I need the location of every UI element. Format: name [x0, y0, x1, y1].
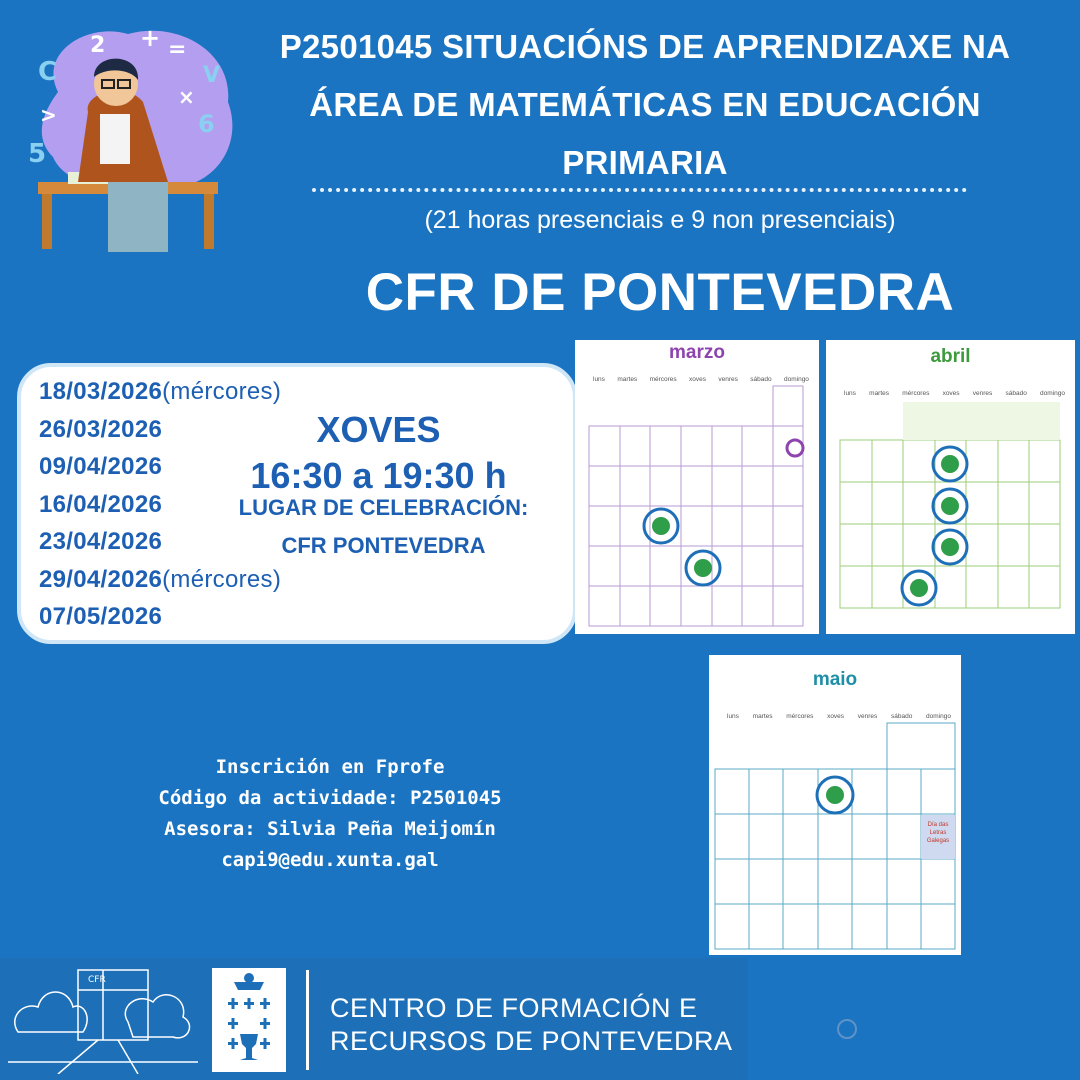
date-value: 26/03/2026	[39, 415, 163, 443]
course-title-line: P2501045 SITUACIÓNS DE APRENDIZAXE NA	[279, 28, 1011, 65]
date-item	[39, 373, 281, 411]
place-label: LUGAR DE CELEBRACIÓN:	[238, 495, 529, 520]
svg-text:+: +	[140, 24, 161, 52]
weekday-label: sábado	[1005, 390, 1027, 397]
decorative-ring	[837, 1019, 857, 1039]
building-illustration	[8, 962, 198, 1074]
date-note: (mércores)	[162, 565, 282, 593]
center-heading: CFR DE PONTEVEDRA	[365, 263, 955, 322]
activity-code-line: Código da actividade: P2501045	[158, 787, 502, 809]
weekday-label: luns	[593, 376, 605, 383]
date-note: (mércores)	[162, 378, 282, 405]
weekday-label: domingo	[783, 376, 809, 383]
date-value: 16/04/2026	[39, 490, 163, 518]
course-title	[215, 18, 1075, 192]
weekday-label: XOVES	[316, 409, 441, 450]
course-title-line: ÁREA DE MATEMÁTICAS EN EDUCACIÓN	[309, 86, 981, 123]
weekday-label: martes	[617, 376, 638, 383]
weekday-label: venres	[972, 390, 993, 397]
place-value: CFR PONTEVEDRA	[281, 533, 486, 558]
organization-name-line: CENTRO DE FORMACIÓN E	[330, 993, 698, 1023]
weekday-label: xoves	[827, 713, 845, 720]
calendar-grid	[826, 340, 1075, 634]
date-item	[39, 561, 281, 599]
calendar-maio	[709, 655, 961, 955]
email-line: capi9@edu.xunta.gal	[221, 849, 439, 871]
building-sign: CFR	[88, 975, 106, 985]
weekday-label: domingo	[1040, 390, 1065, 397]
calendar-month-title: marzo	[669, 342, 725, 363]
weekday-label: mércores	[902, 390, 930, 397]
weekday-label: luns	[844, 390, 856, 397]
date-value: 09/04/2026	[39, 453, 163, 480]
svg-text:×: ×	[178, 85, 195, 109]
session-time: 16:30 a 19:30 h	[250, 455, 507, 496]
svg-text:C: C	[38, 57, 58, 87]
dotted-divider	[312, 188, 967, 192]
advisor-line: Asesora: Silvia Peña Meijomín	[164, 818, 496, 840]
weekday-label: martes	[869, 390, 890, 397]
svg-text:V: V	[203, 63, 221, 88]
weekday-label: domingo	[926, 713, 951, 720]
weekday-label: venres	[857, 713, 878, 720]
date-value: 18/03/2026	[39, 378, 163, 405]
teacher-illustration	[28, 22, 238, 254]
organization-name-line: RECURSOS DE PONTEVEDRA	[330, 1026, 733, 1056]
svg-text:=: =	[168, 37, 187, 62]
calendar-month-title: maio	[812, 669, 858, 690]
svg-text:>: >	[40, 103, 57, 127]
calendar-abril	[826, 340, 1075, 634]
weekday-label: mércores	[786, 713, 814, 720]
schedule-card	[17, 363, 577, 644]
calendar-month-title: abril	[930, 346, 971, 367]
galicia-coat-of-arms-icon	[212, 968, 286, 1072]
footer-divider	[306, 970, 309, 1070]
registration-info	[90, 752, 570, 876]
registration-line: Inscrición en Fprofe	[215, 756, 445, 778]
weekday-label: venres	[718, 376, 738, 383]
date-value: 29/04/2026	[39, 565, 163, 593]
calendar-note: Día das Letras Galegas	[926, 822, 950, 844]
organization-name	[330, 992, 733, 1058]
calendar-marzo	[575, 340, 819, 634]
date-value: 23/04/2026	[39, 528, 163, 555]
svg-text:2: 2	[90, 33, 106, 58]
weekday-label: mércores	[649, 376, 677, 383]
svg-text:6: 6	[198, 110, 215, 138]
weekday-label: martes	[752, 713, 773, 720]
calendar-grid	[709, 655, 961, 955]
hours-subtitle: (21 horas presenciais e 9 non presenciais)	[424, 206, 896, 234]
svg-text:5: 5	[28, 139, 47, 169]
date-item	[39, 598, 281, 636]
weekday-label: luns	[727, 713, 739, 720]
weekday-label: sábado	[750, 376, 772, 383]
course-title-line: PRIMARIA	[562, 144, 728, 181]
weekday-label: sábado	[891, 713, 913, 720]
weekday-label: xoves	[942, 390, 960, 397]
calendar-grid	[575, 340, 819, 634]
date-value: 07/05/2026	[39, 603, 163, 630]
weekday-label: xoves	[689, 376, 707, 383]
